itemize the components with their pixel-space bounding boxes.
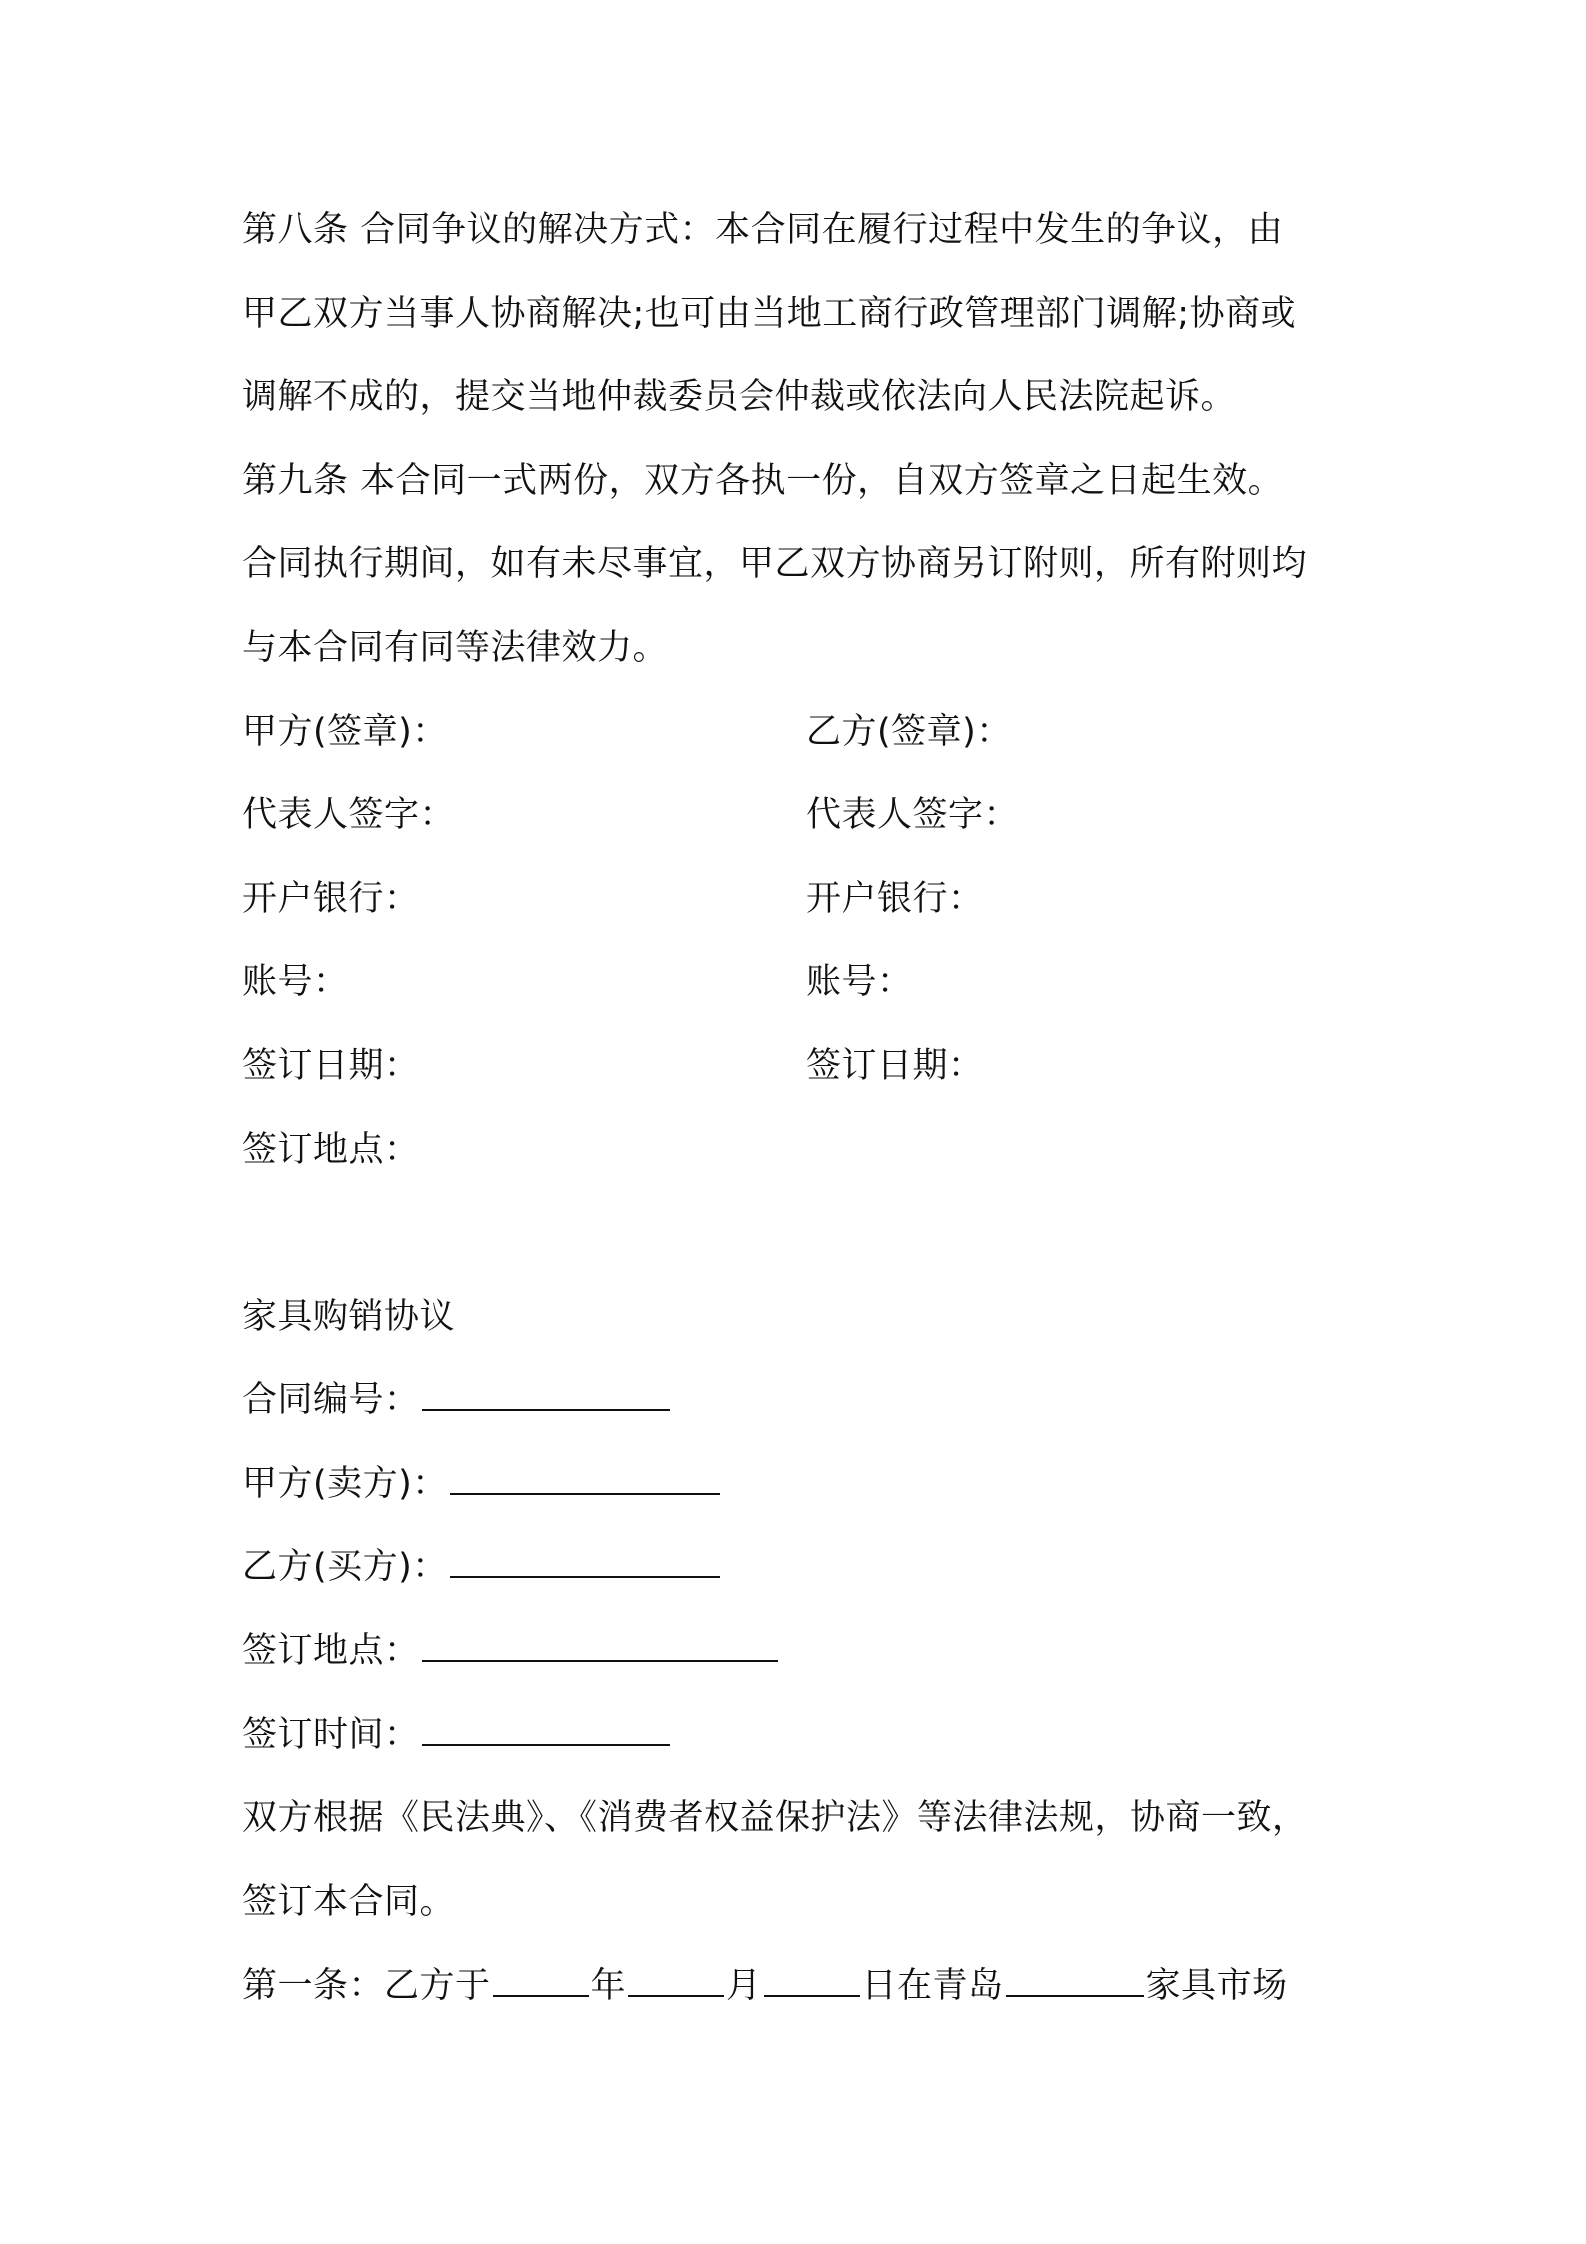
article9-line1: 第九条 本合同一式两份，双方各执一份，自双方签章之日起生效。: [242, 461, 1284, 501]
article9-line2: 合同执行期间，如有未尽事宜，甲乙双方协商另订附则，所有附则均: [242, 544, 1308, 584]
contract-number-label: 合同编号：: [242, 1380, 420, 1420]
article1-month-blank: [628, 1961, 724, 1997]
article8-line1: 第八条 合同争议的解决方式：本合同在履行过程中发生的争议，由: [242, 210, 1284, 250]
party-b-seal-label: 乙方(签章)：: [806, 712, 1012, 752]
seller-row: [242, 1459, 722, 1509]
article9-line3: 与本合同有同等法律效力。: [242, 628, 669, 668]
article1-year-blank: [493, 1961, 589, 1997]
party-b-rep-label: 代表人签字：: [806, 795, 1020, 835]
preamble-line2: 签订本合同。: [242, 1882, 456, 1922]
seller-label: 甲方(卖方)：: [242, 1464, 448, 1504]
agreement-title: 家具购销协议: [242, 1297, 456, 1337]
party-a-bank-label: 开户银行：: [242, 879, 420, 919]
buyer-row: [242, 1542, 722, 1592]
article8-line2: 甲乙双方当事人协商解决;也可由当地工商行政管理部门调解;协商或: [242, 294, 1297, 334]
party-a-rep-label: 代表人签字：: [242, 795, 456, 835]
preamble-line1: 双方根据《民法典》、《消费者权益保护法》等法律法规，协商一致，: [242, 1798, 1308, 1838]
party-a-date-label: 签订日期：: [242, 1046, 420, 1086]
agreement-place-blank: [422, 1626, 778, 1662]
buyer-label: 乙方(买方)：: [242, 1547, 448, 1587]
article1-market-blank: [1006, 1961, 1144, 1997]
contract-number-blank: [422, 1375, 670, 1411]
party-a-seal-label: 甲方(签章)：: [242, 712, 448, 752]
party-a-account-label: 账号：: [242, 962, 349, 1002]
agreement-time-label: 签订时间：: [242, 1715, 420, 1755]
buyer-blank: [450, 1542, 720, 1578]
signing-place-label: 签订地点：: [242, 1130, 420, 1170]
article1-month-label: 月: [726, 1966, 762, 2006]
article1-year-label: 年: [590, 1966, 627, 2006]
party-b-account-label: 账号：: [806, 962, 913, 1002]
agreement-place-row: [242, 1626, 780, 1676]
contract-number-row: [242, 1375, 672, 1425]
agreement-time-row: [242, 1710, 672, 1760]
party-b-bank-label: 开户银行：: [806, 879, 984, 919]
article1-row: [242, 1961, 1288, 2011]
article1-day-label: 日在青岛: [861, 1966, 1004, 2006]
article1-day-blank: [764, 1961, 860, 1997]
article1-prefix: 第一条：乙方于: [242, 1966, 491, 2006]
article1-suffix: 家具市场: [1145, 1966, 1288, 2006]
agreement-time-blank: [422, 1710, 670, 1746]
party-b-date-label: 签订日期：: [806, 1046, 984, 1086]
article8-line3: 调解不成的，提交当地仲裁委员会仲裁或依法向人民法院起诉。: [242, 377, 1237, 417]
agreement-place-label: 签订地点：: [242, 1631, 420, 1671]
seller-blank: [450, 1459, 720, 1495]
